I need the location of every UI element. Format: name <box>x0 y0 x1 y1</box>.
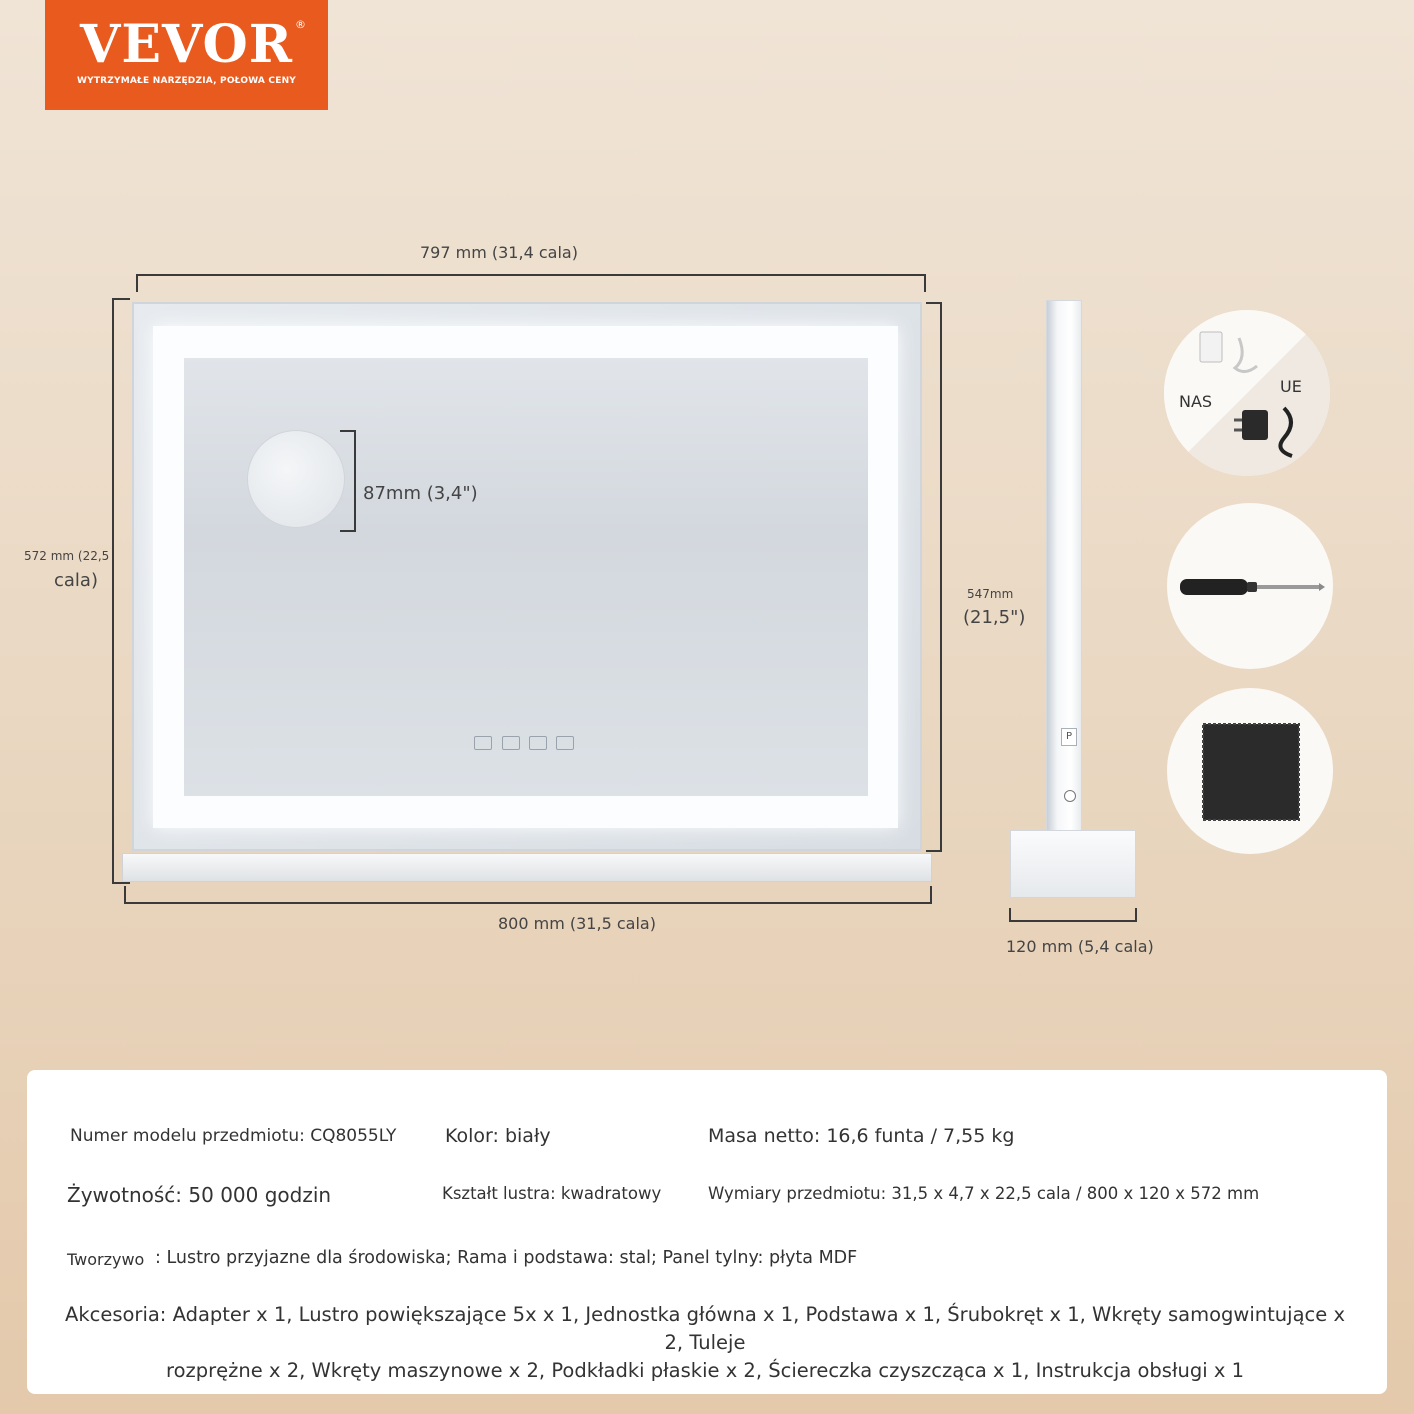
dimension-line-top <box>136 274 926 292</box>
side-power-button: P <box>1061 728 1077 746</box>
dimension-side-depth: 120 mm (5,4 cala) <box>1006 937 1154 956</box>
touch-button-icon <box>474 736 492 750</box>
spec-accessories-line1: Akcesoria: Adapter x 1, Lustro powiększające 5x x 1, Jednostka główna x 1, Podstawa x 1, Śrubokręt x 1, Wkręty samogwintujące x 2, Tuleje <box>64 1303 1345 1354</box>
dimension-top-width: 797 mm (31,4 cala) <box>420 243 578 262</box>
cleaning-cloth-icon <box>1167 688 1333 854</box>
dimension-left-height-line2: cala) <box>54 570 98 591</box>
dimension-magnifier: 87mm (3,4") <box>363 483 478 504</box>
dimension-line-left <box>112 298 130 884</box>
spec-color: Kolor: biały <box>445 1125 551 1147</box>
plug-eu-label: UE <box>1280 377 1302 396</box>
side-port-icon <box>1064 790 1076 802</box>
spec-lifetime: Żywotność: 50 000 godzin <box>67 1183 332 1207</box>
screwdriver-image <box>1167 503 1333 669</box>
spec-shape: Kształt lustra: kwadratowy <box>442 1184 662 1203</box>
dimension-line-side-depth <box>1009 908 1137 922</box>
brand-tagline: WYTRZYMAŁE NARZĘDZIA, POŁOWA CENY <box>76 76 297 86</box>
spec-dimensions: Wymiary przedmiotu: 31,5 x 4,7 x 22,5 cala / 800 x 120 x 572 mm <box>708 1184 1260 1203</box>
mirror-glass <box>184 358 868 796</box>
plug-us-label: NAS <box>1179 392 1213 411</box>
dimension-line-right <box>926 302 942 852</box>
brand-name: VEVOR <box>80 14 293 75</box>
spec-model: Numer modelu przedmiotu: CQ8055LY <box>70 1126 397 1146</box>
adapter-image <box>1164 310 1330 476</box>
dimension-side-height-line2: (21,5") <box>963 607 1026 628</box>
dimension-side-height-line1: 547mm <box>967 587 1014 601</box>
dimension-bottom-width: 800 mm (31,5 cala) <box>498 914 656 933</box>
brand-logo <box>45 0 328 110</box>
mirror-side-stand <box>1010 830 1136 898</box>
cleaning-cloth-image <box>1167 688 1333 854</box>
spec-weight: Masa netto: 16,6 funta / 7,55 kg <box>708 1125 1015 1147</box>
screwdriver-icon <box>1167 503 1333 669</box>
dimension-left-height-line1: 572 mm (22,5 <box>24 549 110 563</box>
spec-accessories <box>55 1301 1355 1385</box>
touch-button-icon <box>529 736 547 750</box>
spec-material-label: Tworzywo <box>67 1250 145 1269</box>
spec-accessories-line2: rozprężne x 2, Wkręty maszynowe x 2, Podkładki płaskie x 2, Ściereczka czyszcząca x 1, Instrukcja obsługi x 1 <box>166 1359 1244 1382</box>
mirror-base <box>122 853 932 882</box>
dimension-line-bottom <box>124 886 932 904</box>
dimension-line-magnifier <box>340 430 356 532</box>
magnifying-mirror <box>247 430 345 528</box>
touch-button-icon <box>502 736 520 750</box>
touch-button-icon <box>556 736 574 750</box>
registered-mark: ® <box>295 18 306 31</box>
spec-material-value: : Lustro przyjazne dla środowiska; Rama i podstawa: stal; Panel tylny: płyta MDF <box>155 1248 858 1268</box>
